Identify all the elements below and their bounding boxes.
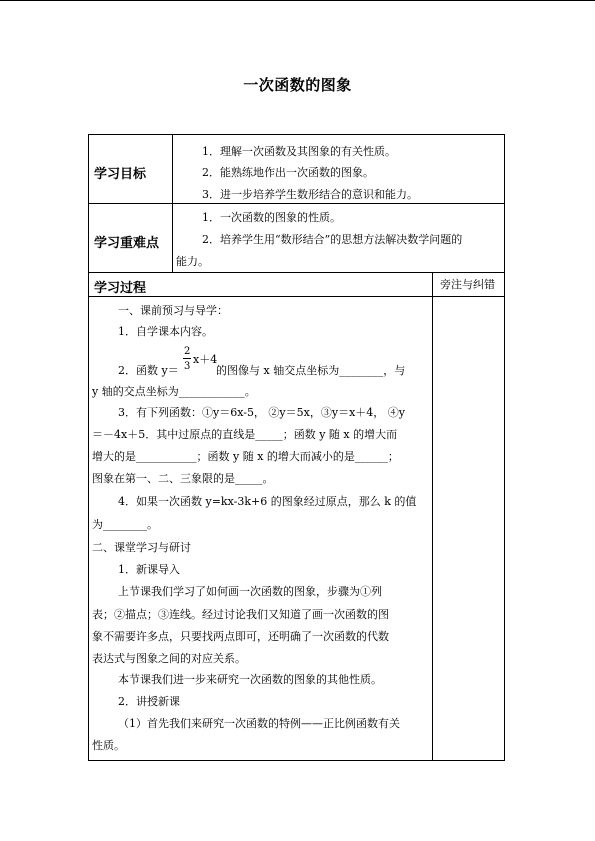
q2-line2: y 轴的交点坐标为____________。 xyxy=(92,385,256,398)
process-line: （1）首先我们来研究一次函数的特例——正比例函数有关 xyxy=(118,717,400,730)
keypoint-item: 1．一次函数的图象的性质。 xyxy=(202,211,341,224)
process-line: 表达式与图象之间的对应关系。 xyxy=(92,652,246,665)
row-divider-process-header xyxy=(88,296,505,297)
fraction-denominator: 3 xyxy=(184,361,191,372)
keypoints-label: 学习重难点 xyxy=(94,236,160,251)
process-line: ＝－4x＋5．其中过原点的直线是_____；函数 y 随 x 的增大而 xyxy=(92,428,398,441)
process-line: 1．新课导入 xyxy=(118,563,180,576)
process-line: 为________。 xyxy=(92,518,158,531)
keypoint-item: 2．培养学生用“数形结合”的思想方法解决数学问题的 xyxy=(202,233,463,246)
process-line: 表；②描点；③连线。经过讨论我们又知道了画一次函数的图 xyxy=(92,608,389,621)
process-line: 4．如果一次函数 y=kx-3k+6 的图象经过原点，那么 k 的值 xyxy=(118,495,417,508)
document-title: 一次函数的图象 xyxy=(243,76,352,94)
goal-item: 3．进一步培养学生数形结合的意识和能力。 xyxy=(202,188,418,201)
side-column-divider xyxy=(432,272,433,761)
keypoint-item: 能力。 xyxy=(176,255,209,268)
q2-expression: x＋4 xyxy=(193,353,218,366)
label-column-divider xyxy=(172,134,173,272)
process-line: 性质。 xyxy=(92,739,125,752)
process-line: 本节课我们进一步来研究一次函数的图象的其他性质。 xyxy=(118,673,382,686)
q2-prefix: 2．函数 y＝ xyxy=(118,364,179,377)
section-heading: 一、课前预习与导学： xyxy=(118,304,228,317)
process-line: 3．有下列函数：①y＝6x-5， ②y＝5x，③y＝x＋4， ④y xyxy=(118,406,405,419)
side-notes-label: 旁注与纠错 xyxy=(440,278,495,291)
page-top-rule xyxy=(0,0,595,1)
process-line: 图象在第一、二、三象限的是_____。 xyxy=(92,472,274,485)
row-divider-keypoints xyxy=(88,272,505,273)
process-line: 2．讲授新课 xyxy=(118,695,180,708)
q2-suffix: 的图像与 x 轴交点坐标为________，与 xyxy=(216,364,406,377)
lesson-plan-table xyxy=(88,134,505,761)
row-divider-goals xyxy=(88,203,505,204)
process-line: 象不需要许多点，只要找两点即可，还明确了一次函数的代数 xyxy=(92,630,389,643)
process-line: 1．自学课本内容。 xyxy=(118,325,213,338)
goal-item: 1．理解一次函数及其图象的有关性质。 xyxy=(202,145,396,158)
process-line: 增大的是___________；函数 y 随 x 的增大而减小的是______； xyxy=(92,450,399,463)
fraction-numerator: 2 xyxy=(184,346,191,357)
goals-label: 学习目标 xyxy=(94,167,147,182)
process-label: 学习过程 xyxy=(94,281,147,296)
goal-item: 2．能熟练地作出一次函数的图象。 xyxy=(202,166,374,179)
fraction-bar xyxy=(183,358,191,359)
process-line: 上节课我们学习了如何画一次函数的图象，步骤为①列 xyxy=(118,585,382,598)
section-heading: 二、课堂学习与研讨 xyxy=(92,541,191,554)
